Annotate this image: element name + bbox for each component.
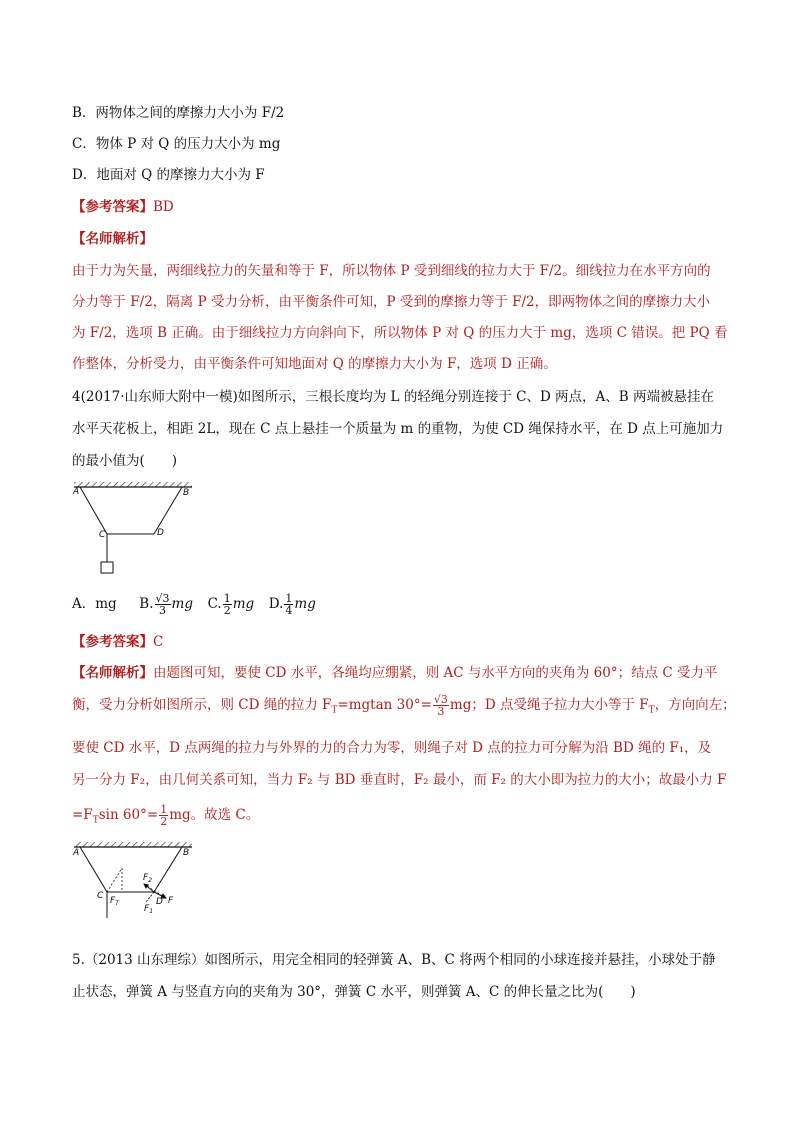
force-arrow-f1 (146, 892, 154, 902)
q4-analysis-line-4: 另一分力 F₂，由几何关系可知，当力 F₂ 与 BD 垂直时，F₂ 最小，而 F₂ 的大小即为拉力的大小；故最小力 F (72, 772, 727, 788)
option-b-unit: mg (171, 596, 193, 612)
q4-stem-line: 的最小值为( ) (72, 453, 178, 469)
option-b-numerator: √3 (155, 592, 170, 605)
q3-answer (72, 198, 174, 216)
dashed-aux-line (107, 868, 122, 892)
option-c-denominator: 2 (223, 604, 231, 617)
analysis-text: ，方向向左； (654, 697, 736, 713)
analysis-text: 由题图可知，要使 CD 水平，各绳均应绷紧，则 AC 与水平方向的夹角为 60°；结点 C 受力平 (153, 665, 718, 681)
q3-analysis-line: 作整体，分析受力，由平衡条件可知地面对 Q 的摩擦力大小为 F，选项 D 正确。 (72, 356, 557, 372)
answer-label: 【参考答案】 (72, 634, 153, 650)
rope-ac (80, 847, 107, 892)
ft-letter: F (110, 896, 116, 906)
weight-block (101, 562, 113, 573)
analysis-text: =mgtan 30°= (337, 697, 432, 713)
label-b: B (183, 488, 190, 498)
rope-ac (80, 487, 107, 534)
label-c: C (97, 891, 104, 901)
analysis-text: mg。故选 C。 (169, 807, 260, 823)
fraction-denominator: 3 (437, 705, 445, 718)
q5-stem-line: 5.（2013 山东理综）如图所示，用完全相同的轻弹簧 A、B、C 将两个相同的小球连接并悬挂，小球处于静 (72, 952, 716, 968)
label-d: D (156, 897, 163, 907)
label-f1 (144, 904, 153, 915)
label-a: A (73, 848, 80, 858)
q4-analysis-line-3: 要使 CD 水平，D 点两绳的拉力与外界的力的合力为零，则绳子对 D 点的拉力可分解为沿 BD 绳的 F₁，及 (72, 740, 712, 756)
analysis-label: 【名师解析】 (72, 665, 153, 681)
subscript: T (92, 815, 99, 826)
answer-label: 【参考答案】 (72, 199, 153, 215)
ceiling (74, 482, 192, 487)
q4-options (72, 592, 316, 616)
q3-analysis-line: 分力等于 F/2，隔离 P 受力分析，由平衡条件可知，P 受到的摩擦力等于 F/2，即两物体之间的摩擦力大小 (72, 294, 711, 310)
analysis-text: mg；D 点受绳子拉力大小等于 F (449, 697, 649, 713)
f1-subscript: 1 (149, 908, 154, 915)
q4-figure-2 (70, 838, 210, 930)
option-b-letter: B. (139, 596, 154, 612)
q3-analysis-label (72, 230, 153, 248)
answer-value: C (153, 634, 164, 650)
label-f: F (168, 896, 174, 906)
analysis-text: sin 60°= (98, 807, 159, 823)
analysis-text: 衡，受力分析如图所示，则 CD 绳的拉力 F (72, 697, 332, 713)
q4-analysis-line-1 (72, 664, 718, 682)
q4-answer (72, 633, 163, 651)
q5-stem-line: 止状态，弹簧 A 与竖直方向的夹角为 30°，弹簧 C 水平，则弹簧 A、C 的伸长量之比为( ) (72, 984, 636, 1000)
fraction-numerator: 1 (160, 803, 168, 816)
rope-bd (154, 847, 182, 892)
label-f2 (143, 873, 152, 884)
q4-stem-line: 水平天花板上，相距 2L，现在 C 点上悬挂一个质量为 m 的重物，为使 CD 绳保持水平，在 D 点上可施加力 (72, 421, 724, 437)
q4-analysis-line-2 (72, 692, 736, 724)
q4-option-d (268, 592, 316, 617)
ceiling (74, 842, 192, 847)
q3-option-c: C．物体 P 对 Q 的压力大小为 mg (72, 136, 281, 152)
q4-option-c (207, 592, 255, 617)
option-c-unit: mg (232, 596, 255, 612)
label-b: B (183, 848, 190, 858)
label-c: C (99, 530, 106, 540)
fraction-numerator: √3 (433, 693, 448, 706)
option-c-numerator: 1 (223, 592, 231, 605)
q4-analysis-line-5 (72, 802, 259, 834)
subscript: T (648, 705, 655, 716)
analysis-label: 【名师解析】 (72, 231, 153, 247)
ft-subscript: T (115, 900, 119, 907)
subscript: T (331, 705, 338, 716)
answer-value: BD (153, 199, 174, 215)
q4-option-b (139, 592, 193, 617)
q3-analysis-line: 由于力为矢量，两细线拉力的矢量和等于 F，所以物体 P 受到细线的拉力大于 F/2。细线拉力在水平方向的 (72, 263, 711, 279)
option-d-letter: D. (268, 596, 284, 612)
f2-subscript: 2 (148, 877, 153, 884)
f1-letter: F (144, 904, 150, 914)
q3-option-d: D．地面对 Q 的摩擦力大小为 F (72, 167, 265, 183)
option-c-letter: C. (207, 596, 222, 612)
analysis-text: =F (72, 807, 93, 823)
q4-option-a: A．mg (72, 596, 117, 612)
rope-bd (154, 487, 182, 534)
q4-stem-line: 4(2017·山东师大附中一模)如图所示，三根长度均为 L 的轻绳分别连接于 C、D 两点，A、B 两端被悬挂在 (72, 389, 715, 405)
q4-figure-1 (70, 480, 210, 578)
q3-analysis-line: 为 F/2，选项 B 正确。由于细线拉力方向斜向下，所以物体 P 对 Q 的压力大于 mg，选项 C 错误。把 PQ 看 (72, 325, 728, 341)
option-d-denominator: 4 (285, 604, 293, 617)
label-d: D (157, 528, 164, 538)
label-a: A (73, 487, 80, 497)
f2-letter: F (143, 873, 149, 883)
q3-option-b: B．两物体之间的摩擦力大小为 F/2 (72, 105, 285, 121)
fraction-denominator: 2 (160, 815, 168, 828)
label-ft (110, 896, 120, 907)
option-d-numerator: 1 (285, 592, 293, 605)
option-d-unit: mg (294, 596, 316, 612)
option-b-denominator: 3 (159, 604, 167, 617)
